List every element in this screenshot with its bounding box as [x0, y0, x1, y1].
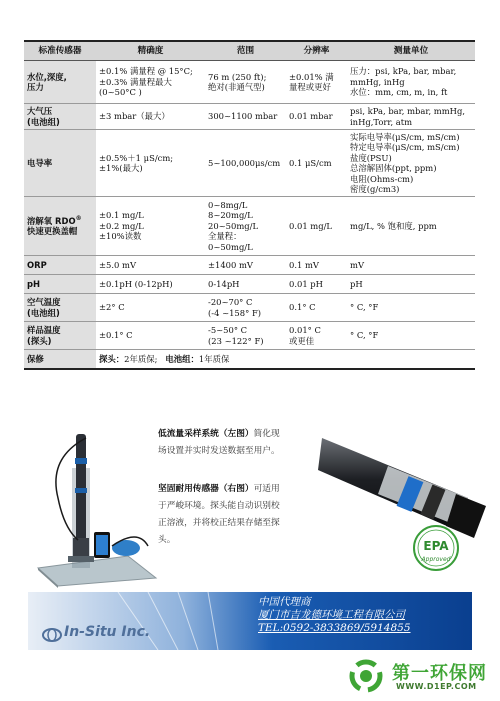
- cell-name: [24, 197, 96, 256]
- cell-line: 0~8mg/L: [208, 199, 248, 210]
- cell-line: psi, kPa, bar, mbar, mmHg,: [350, 106, 465, 116]
- cell-line: ±1%(最大): [99, 163, 143, 173]
- cell-line: -20~70° C: [208, 297, 253, 307]
- cell-units: [347, 322, 475, 350]
- cell-line: 全量程：: [208, 231, 242, 242]
- cell-line: 76 m (250 ft);: [208, 71, 267, 82]
- cell-range: [205, 256, 286, 275]
- cell-range: [205, 197, 286, 256]
- cell-line: inHg,Torr, atm: [350, 116, 413, 127]
- cell-units: [347, 130, 475, 197]
- table-row: [24, 130, 475, 197]
- cell-line: (0~50°C ): [99, 87, 142, 98]
- cell-line: 溶解氧 RDO®: [27, 215, 82, 226]
- cell-line: (电池组): [27, 116, 60, 127]
- cell-line: 0.01 mg/L: [289, 220, 332, 231]
- epa-badge-text: EPA: [423, 539, 449, 553]
- cell-resolution: [286, 197, 347, 256]
- sensor-description: [158, 481, 338, 549]
- warranty-label: 保修: [24, 350, 96, 370]
- cell-line: 0.1 mV: [289, 259, 319, 270]
- epa-badge-subtext: Approved: [421, 556, 451, 563]
- header-range: 范围: [205, 41, 286, 61]
- cell-accuracy: [96, 256, 205, 275]
- cell-accuracy: [96, 322, 205, 350]
- watermark-url: WWW.D1EP.COM: [396, 682, 477, 691]
- cell-line: 或更佳: [289, 335, 315, 346]
- cell-range: [205, 294, 286, 322]
- cell-name: [24, 61, 96, 104]
- cell-line: 密度(g/cm3): [350, 184, 400, 194]
- agent-banner: [28, 592, 472, 650]
- cell-name: [24, 104, 96, 130]
- header-sensor: 标准传感器: [24, 41, 96, 61]
- cell-line: 300~1100 mbar: [208, 111, 278, 122]
- agent-title: 中国代理商: [258, 596, 311, 608]
- cell-units: [347, 256, 475, 275]
- system-description: [158, 426, 338, 460]
- cell-line: 0.01° C: [289, 325, 321, 335]
- table-row: [24, 322, 475, 350]
- cell-line: ±0.1pH (0-12pH): [99, 278, 173, 289]
- cell-line: 压力：psi, kPa, bar, mbar,: [350, 66, 457, 77]
- cell-line: ±3 mbar（最大）: [99, 111, 170, 122]
- in-situ-logo-icon: [42, 627, 62, 643]
- cell-line: ±0.3% 满量程最大: [99, 76, 172, 87]
- cell-line: 水位：mm, cm, m, in, ft: [350, 87, 448, 98]
- sensor-text-1: 可适用: [253, 484, 280, 494]
- cell-line: ±5.0 mV: [99, 259, 136, 270]
- cell-range: [205, 61, 286, 104]
- cell-line: mV: [350, 259, 364, 270]
- cell-units: [347, 61, 475, 104]
- cell-range: [205, 130, 286, 197]
- cell-line: (-4 ~158° F): [208, 307, 262, 318]
- cell-line: 压力: [27, 82, 44, 92]
- cell-line: mmHg, inHg: [350, 76, 405, 87]
- cell-line: (23 ~122° F): [208, 335, 264, 346]
- table-row: [24, 61, 475, 104]
- cell-units: [347, 294, 475, 322]
- cell-range: [205, 275, 286, 294]
- cell-line: 绝对(非通气型): [208, 82, 265, 92]
- cell-resolution: [286, 294, 347, 322]
- epa-badge: [414, 526, 458, 570]
- rugged-sensor-image: [318, 420, 490, 582]
- cell-line: 20~50mg/L: [208, 220, 259, 231]
- spec-table: [24, 40, 475, 370]
- cell-accuracy: [96, 197, 205, 256]
- warranty-probe-value: 2年质保;: [124, 353, 158, 364]
- cell-line: 0.01 mbar: [289, 111, 333, 122]
- cell-accuracy: [96, 61, 205, 104]
- cell-line: 0-14pH: [208, 278, 240, 289]
- cell-line: 0~50mg/L: [208, 241, 253, 252]
- agent-info: [258, 596, 411, 635]
- warranty-battery-label: 电池组：: [165, 353, 199, 364]
- cell-accuracy: [96, 104, 205, 130]
- registered-mark: ®: [75, 215, 82, 223]
- header-units: 测量单位: [347, 41, 475, 61]
- cell-resolution: [286, 275, 347, 294]
- table-header-row: [24, 41, 475, 61]
- cell-line: 样品温度: [27, 325, 61, 335]
- cell-line: ±0.1 mg/L: [99, 210, 144, 221]
- cell-line: ° C, °F: [350, 330, 379, 341]
- cell-line: ±2° C: [99, 302, 125, 313]
- cell-range: [205, 104, 286, 130]
- sensor-text-4: 头。: [158, 535, 176, 545]
- header-accuracy: 精确度: [96, 41, 205, 61]
- cell-name: [24, 130, 96, 197]
- table-row: [24, 197, 475, 256]
- cell-line: ±0.1% 满量程 @ 15°C;: [99, 66, 193, 77]
- cell-line: 总溶解固体(ppt, ppm): [350, 163, 437, 173]
- cell-line: 特定电导率(μS/cm, mS/cm): [350, 142, 460, 152]
- cell-range: [205, 322, 286, 350]
- sensor-text-2: 于严峻环境。探头能自动识别校: [158, 501, 280, 511]
- warranty-battery-value: 1年质保: [198, 353, 230, 364]
- cell-line: ±0.1° C: [99, 330, 133, 341]
- cell-line: -5~50° C: [208, 325, 248, 335]
- cell-line: ±0.5%＋1 μS/cm;: [99, 152, 174, 163]
- cell-line: (电池组): [27, 307, 60, 318]
- cell-line: 电阻(Ohms-cm): [350, 173, 414, 184]
- watermark-name: 第一环保网: [392, 663, 487, 684]
- cell-line: (探头): [27, 335, 52, 346]
- cell-line: 0.01 pH: [289, 278, 323, 289]
- cell-line: 盐度(PSU): [350, 152, 392, 163]
- cell-units: [347, 275, 475, 294]
- cell-name: [24, 322, 96, 350]
- cell-line: ° C, °F: [350, 302, 379, 313]
- cell-accuracy: [96, 130, 205, 197]
- cell-resolution: [286, 104, 347, 130]
- warranty-row: [24, 350, 475, 370]
- sensor-title: 坚固耐用传感器（右图）: [158, 484, 254, 494]
- sensor-text-3: 正溶液，并将校正结果存储至探: [158, 518, 280, 528]
- cell-line: mg/L, % 饱和度, ppm: [350, 220, 437, 231]
- header-resolution: 分辨率: [286, 41, 347, 61]
- cell-line: 5~100,000μs/cm: [208, 157, 281, 168]
- warranty-probe-label: 探头：: [99, 353, 125, 364]
- cell-line: 快速更换盖帽: [27, 226, 78, 237]
- system-title: 低流量采样系统（左图）: [158, 429, 254, 439]
- warranty-text: [96, 350, 475, 370]
- cell-line: ±1400 mV: [208, 259, 253, 270]
- cell-line: ±0.01% 满: [289, 71, 334, 82]
- agent-company: 厦门市吉龙德环境工程有限公司: [258, 609, 405, 621]
- cell-line: 0.1° C: [289, 302, 316, 313]
- table-row: [24, 256, 475, 275]
- cell-resolution: [286, 61, 347, 104]
- cell-line: 水位,深度,: [27, 71, 67, 82]
- cell-units: [347, 197, 475, 256]
- table-row: [24, 104, 475, 130]
- cell-resolution: [286, 256, 347, 275]
- cell-line: 8~20mg/L: [208, 210, 253, 221]
- cell-line: pH: [350, 278, 363, 289]
- cell-accuracy: [96, 275, 205, 294]
- table-row: [24, 294, 475, 322]
- cell-line: ORP: [27, 259, 47, 270]
- cell-line: ±0.2 mg/L: [99, 220, 144, 231]
- cell-line: 0.1 μS/cm: [289, 157, 332, 168]
- table-row: [24, 275, 475, 294]
- cell-name: [24, 294, 96, 322]
- system-text-2: 场设置并实时发送数据至用户。: [158, 446, 280, 456]
- cell-line: 空气温度: [27, 297, 61, 307]
- cell-line: 实际电导率(μS/cm, mS/cm): [350, 131, 460, 142]
- cell-accuracy: [96, 294, 205, 322]
- cell-name: [24, 256, 96, 275]
- cell-line: pH: [27, 278, 41, 289]
- low-flow-system-image: [28, 428, 166, 588]
- cell-resolution: [286, 322, 347, 350]
- cell-line: 大气压: [27, 106, 53, 116]
- agent-tel: TEL:0592-3833869/5914855: [258, 622, 411, 634]
- cell-line: 量程或更好: [289, 82, 331, 92]
- cell-line: 电导率: [27, 157, 53, 168]
- cell-units: [347, 104, 475, 130]
- spec-table-body: [24, 61, 475, 370]
- cell-resolution: [286, 130, 347, 197]
- system-text-1: 简化现: [253, 429, 280, 439]
- in-situ-logo: In-Situ Inc.: [64, 624, 151, 640]
- cell-name: [24, 275, 96, 294]
- cell-line: ±10%读数: [99, 231, 142, 242]
